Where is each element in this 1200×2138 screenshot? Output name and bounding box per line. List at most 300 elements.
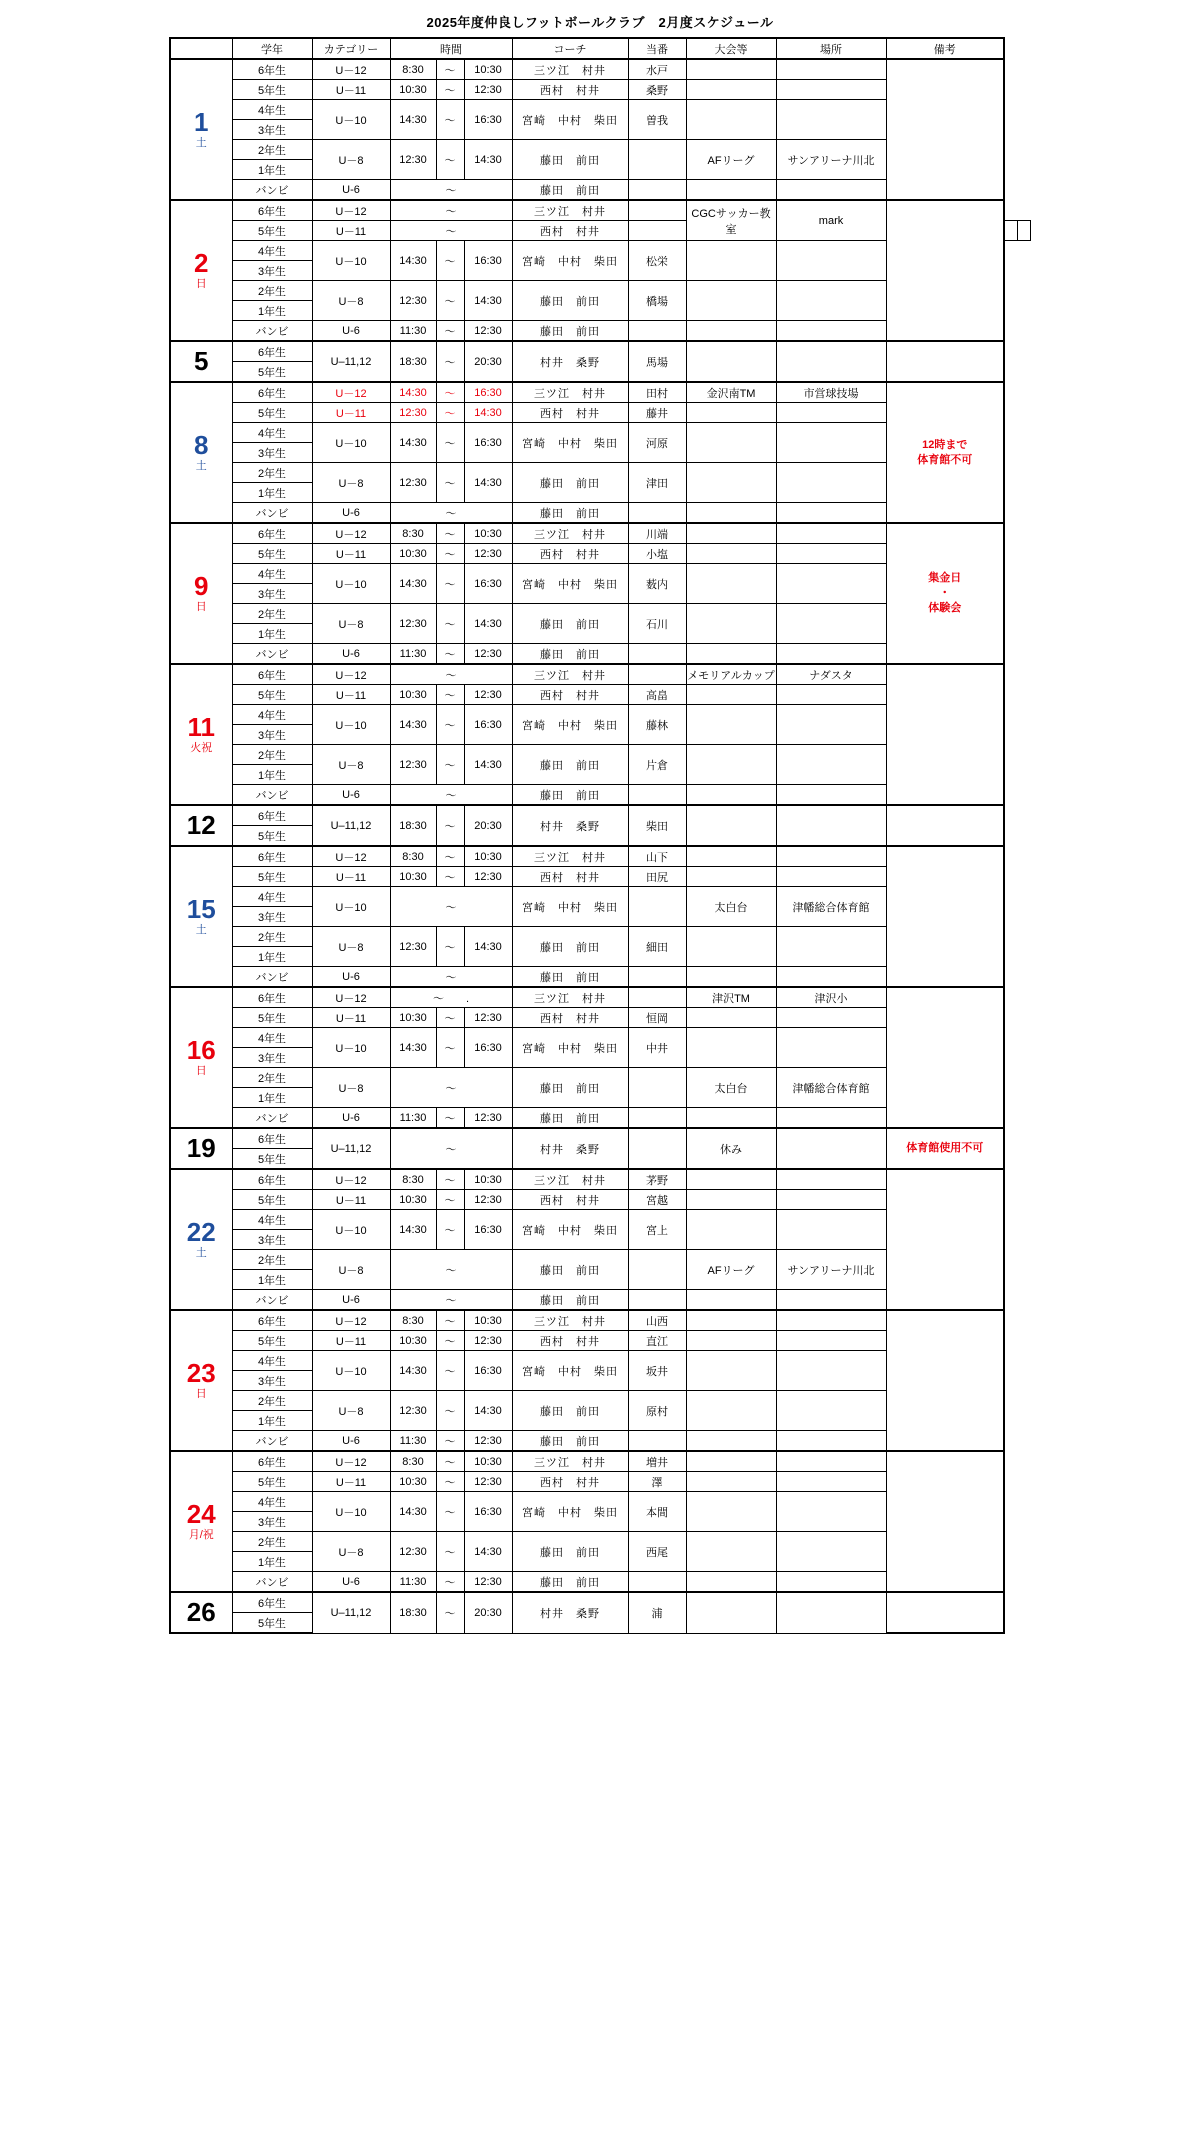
day-of-week: 土	[195, 923, 207, 936]
category-cell: U－12	[312, 846, 390, 867]
coach-cell: 藤田 前田	[512, 967, 628, 988]
time-separator: ～	[436, 423, 464, 463]
place-cell: 津幡総合体育館	[776, 887, 886, 927]
place-cell	[776, 463, 886, 503]
duty-cell	[628, 1250, 686, 1290]
time-start-cell: 14:30	[390, 423, 436, 463]
grade-cell: 3年生	[232, 1048, 312, 1068]
category-cell: U－12	[312, 382, 390, 403]
event-cell	[686, 544, 776, 564]
time-separator: ～	[436, 1351, 464, 1391]
place-cell: 津沢小	[776, 987, 886, 1008]
day-cell	[170, 523, 232, 664]
category-cell: U－11	[312, 867, 390, 887]
table-row	[170, 523, 1031, 544]
grade-cell: 5年生	[232, 1008, 312, 1028]
time-separator: ～	[436, 1169, 464, 1190]
coach-cell: 西村 村井	[512, 80, 628, 100]
event-cell: CGCサッカー教室	[686, 200, 776, 241]
event-cell: 休み	[686, 1128, 776, 1169]
event-cell	[686, 564, 776, 604]
event-cell	[686, 80, 776, 100]
time-separator: ～	[436, 1391, 464, 1431]
time-start-cell: 11:30	[390, 1431, 436, 1452]
time-start-cell: 14:30	[390, 1351, 436, 1391]
grade-cell: 3年生	[232, 1512, 312, 1532]
grade-cell: 6年生	[232, 987, 312, 1008]
place-cell	[776, 867, 886, 887]
table-row	[170, 59, 1031, 80]
coach-cell: 藤田 前田	[512, 180, 628, 201]
duty-cell: 茅野	[628, 1169, 686, 1190]
category-cell: U–11,12	[312, 1592, 390, 1633]
grade-cell: バンビ	[232, 1108, 312, 1129]
grade-cell: 5年生	[232, 362, 312, 383]
coach-cell: 宮崎 中村 柴田	[512, 1028, 628, 1068]
coach-cell: 西村 村井	[512, 544, 628, 564]
category-cell: U－10	[312, 1492, 390, 1532]
grade-cell: 2年生	[232, 604, 312, 624]
time-start-cell: 14:30	[390, 564, 436, 604]
duty-cell: 藤林	[628, 705, 686, 745]
time-separator: ～	[436, 867, 464, 887]
coach-cell: 西村 村井	[512, 221, 628, 241]
event-cell	[686, 180, 776, 201]
time-start-cell: 12:30	[390, 927, 436, 967]
duty-cell	[628, 1068, 686, 1108]
place-cell	[776, 967, 886, 988]
duty-cell	[628, 321, 686, 342]
time-end-cell: 12:30	[464, 644, 512, 665]
coach-cell: 三ツ江 村井	[512, 523, 628, 544]
grade-cell: 6年生	[232, 846, 312, 867]
time-cell: ～	[390, 664, 512, 685]
event-cell	[686, 867, 776, 887]
time-separator: ～	[436, 1008, 464, 1028]
day-number: 1	[194, 107, 209, 138]
grade-cell: バンビ	[232, 180, 312, 201]
duty-cell	[628, 200, 686, 221]
time-end-cell: 12:30	[464, 1108, 512, 1129]
grade-cell: 2年生	[232, 1532, 312, 1552]
grade-cell: 2年生	[232, 1391, 312, 1411]
place-cell	[776, 1492, 886, 1532]
grade-cell: 1年生	[232, 624, 312, 644]
place-cell	[776, 1008, 886, 1028]
time-start-cell: 8:30	[390, 59, 436, 80]
place-cell	[776, 1108, 886, 1129]
day-number: 12	[186, 809, 216, 840]
duty-cell	[628, 1128, 686, 1169]
day-of-week: 日	[195, 1387, 207, 1400]
grade-cell: 5年生	[232, 1190, 312, 1210]
header-duty: 当番	[628, 38, 686, 59]
category-cell: U－11	[312, 221, 390, 241]
event-cell	[686, 1331, 776, 1351]
coach-cell: 藤田 前田	[512, 927, 628, 967]
time-end-cell: 16:30	[464, 564, 512, 604]
coach-cell: 三ツ江 村井	[512, 987, 628, 1008]
place-cell: mark	[776, 200, 886, 241]
coach-cell: 三ツ江 村井	[512, 59, 628, 80]
grade-cell: 5年生	[232, 867, 312, 887]
event-cell	[686, 745, 776, 785]
coach-cell: 藤田 前田	[512, 1250, 628, 1290]
event-cell: AFリーグ	[686, 140, 776, 180]
table-row	[170, 1310, 1031, 1331]
grade-cell: バンビ	[232, 503, 312, 524]
time-separator: ～	[436, 1108, 464, 1129]
time-cell: ～	[390, 967, 512, 988]
duty-cell: 田尻	[628, 867, 686, 887]
place-cell	[776, 544, 886, 564]
time-start-cell: 12:30	[390, 463, 436, 503]
place-cell	[776, 1128, 886, 1169]
time-separator: ～	[436, 1331, 464, 1351]
category-cell: U－12	[312, 200, 390, 221]
time-separator: ～	[436, 685, 464, 705]
time-end-cell: 16:30	[464, 705, 512, 745]
grade-cell: 1年生	[232, 765, 312, 785]
day-of-week: 土	[195, 1246, 207, 1259]
time-end-cell: 16:30	[464, 1210, 512, 1250]
day-cell	[170, 805, 232, 846]
time-start-cell: 12:30	[390, 281, 436, 321]
grade-cell: 1年生	[232, 1088, 312, 1108]
grade-cell: 2年生	[232, 1250, 312, 1270]
category-cell: U－11	[312, 1331, 390, 1351]
coach-cell: 三ツ江 村井	[512, 1169, 628, 1190]
time-end-cell: 10:30	[464, 523, 512, 544]
coach-cell: 西村 村井	[512, 1008, 628, 1028]
place-cell	[776, 80, 886, 100]
coach-cell: 宮崎 中村 柴田	[512, 241, 628, 281]
duty-cell: 浦	[628, 1592, 686, 1633]
duty-cell: 小塩	[628, 544, 686, 564]
category-cell: U－10	[312, 1351, 390, 1391]
coach-cell: 藤田 前田	[512, 1532, 628, 1572]
time-separator: ～	[436, 1431, 464, 1452]
place-cell	[1017, 221, 1030, 241]
place-cell	[776, 1290, 886, 1311]
category-cell: U－12	[312, 1310, 390, 1331]
grade-cell: 5年生	[232, 544, 312, 564]
table-body	[170, 59, 1031, 1633]
time-cell: ～ .	[390, 987, 512, 1008]
category-cell: U－10	[312, 705, 390, 745]
time-separator: ～	[436, 321, 464, 342]
time-end-cell: 10:30	[464, 59, 512, 80]
grade-cell: 3年生	[232, 443, 312, 463]
duty-cell: 西尾	[628, 1532, 686, 1572]
header-time: 時間	[390, 38, 512, 59]
time-start-cell: 10:30	[390, 1331, 436, 1351]
time-end-cell: 20:30	[464, 805, 512, 846]
time-start-cell: 8:30	[390, 1169, 436, 1190]
place-cell	[776, 1310, 886, 1331]
grade-cell: 3年生	[232, 120, 312, 140]
category-cell: U-6	[312, 967, 390, 988]
duty-cell	[628, 887, 686, 927]
coach-cell: 藤田 前田	[512, 1068, 628, 1108]
grade-cell: 1年生	[232, 947, 312, 967]
time-end-cell: 20:30	[464, 341, 512, 382]
coach-cell: 藤田 前田	[512, 785, 628, 806]
grade-cell: 1年生	[232, 483, 312, 503]
time-end-cell: 14:30	[464, 745, 512, 785]
grade-cell: バンビ	[232, 1431, 312, 1452]
coach-cell: 三ツ江 村井	[512, 664, 628, 685]
coach-cell: 西村 村井	[512, 1190, 628, 1210]
note-cell	[886, 987, 1004, 1128]
category-cell: U－10	[312, 1028, 390, 1068]
time-start-cell: 10:30	[390, 1190, 436, 1210]
event-cell	[686, 705, 776, 745]
category-cell: U－8	[312, 140, 390, 180]
time-separator: ～	[436, 281, 464, 321]
place-cell	[776, 1532, 886, 1572]
category-cell: U－8	[312, 927, 390, 967]
grade-cell: 1年生	[232, 301, 312, 321]
grade-cell: 2年生	[232, 745, 312, 765]
time-end-cell: 14:30	[464, 281, 512, 321]
coach-cell: 藤田 前田	[512, 463, 628, 503]
time-start-cell: 11:30	[390, 1572, 436, 1593]
time-cell: ～	[390, 200, 512, 221]
grade-cell: 2年生	[232, 463, 312, 483]
place-cell	[776, 1169, 886, 1190]
duty-cell	[628, 221, 686, 241]
grade-cell: 4年生	[232, 1210, 312, 1230]
place-cell: ナダスタ	[776, 664, 886, 685]
table-row	[170, 664, 1031, 685]
category-cell: U－10	[312, 423, 390, 463]
grade-cell: 3年生	[232, 261, 312, 281]
duty-cell	[628, 180, 686, 201]
day-of-week: 土	[195, 136, 207, 149]
event-cell	[686, 1169, 776, 1190]
time-separator: ～	[436, 341, 464, 382]
table-row	[170, 1592, 1031, 1613]
event-cell	[686, 1190, 776, 1210]
coach-cell: 三ツ江 村井	[512, 1451, 628, 1472]
place-cell	[776, 403, 886, 423]
day-number: 16	[186, 1035, 216, 1066]
grade-cell: 4年生	[232, 1492, 312, 1512]
grade-cell: 2年生	[232, 1068, 312, 1088]
event-cell	[686, 1572, 776, 1593]
category-cell: U－10	[312, 887, 390, 927]
event-cell	[686, 846, 776, 867]
note-cell	[886, 664, 1004, 805]
category-cell: U－11	[312, 80, 390, 100]
place-cell: 市営球技場	[776, 382, 886, 403]
time-start-cell: 12:30	[390, 403, 436, 423]
event-cell	[686, 463, 776, 503]
duty-cell: 細田	[628, 927, 686, 967]
grade-cell: 5年生	[232, 1331, 312, 1351]
duty-cell: 澤	[628, 1472, 686, 1492]
note-cell	[886, 1169, 1004, 1310]
header-place: 場所	[776, 38, 886, 59]
place-cell	[776, 745, 886, 785]
time-start-cell: 10:30	[390, 80, 436, 100]
grade-cell: バンビ	[232, 1572, 312, 1593]
duty-cell: 宮越	[628, 1190, 686, 1210]
header-day	[170, 38, 232, 59]
category-cell: U－10	[312, 1210, 390, 1250]
event-cell: 金沢南TM	[686, 382, 776, 403]
time-start-cell: 14:30	[390, 1210, 436, 1250]
category-cell: U－10	[312, 241, 390, 281]
grade-cell: 4年生	[232, 423, 312, 443]
category-cell: U－8	[312, 1532, 390, 1572]
category-cell: U－11	[312, 1008, 390, 1028]
time-end-cell: 16:30	[464, 382, 512, 403]
day-number: 23	[186, 1358, 216, 1389]
coach-cell: 西村 村井	[512, 867, 628, 887]
time-end-cell: 16:30	[464, 241, 512, 281]
event-cell	[686, 1008, 776, 1028]
time-end-cell: 12:30	[464, 685, 512, 705]
time-separator: ～	[436, 805, 464, 846]
time-end-cell: 14:30	[464, 604, 512, 644]
category-cell: U－8	[312, 1391, 390, 1431]
note-cell	[886, 846, 1004, 987]
duty-cell: 片倉	[628, 745, 686, 785]
duty-cell	[628, 1431, 686, 1452]
time-end-cell: 12:30	[464, 867, 512, 887]
event-cell	[686, 423, 776, 463]
time-separator: ～	[436, 745, 464, 785]
time-end-cell: 12:30	[464, 321, 512, 342]
day-cell	[170, 1128, 232, 1169]
time-separator: ～	[436, 644, 464, 665]
header-event: 大会等	[686, 38, 776, 59]
time-start-cell: 11:30	[390, 644, 436, 665]
time-separator: ～	[436, 241, 464, 281]
event-cell	[686, 1592, 776, 1633]
time-end-cell: 12:30	[464, 1431, 512, 1452]
grade-cell: 6年生	[232, 382, 312, 403]
category-cell: U－10	[312, 564, 390, 604]
table-row	[170, 1128, 1031, 1149]
time-end-cell: 10:30	[464, 1169, 512, 1190]
time-separator: ～	[436, 1210, 464, 1250]
place-cell	[776, 846, 886, 867]
duty-cell: 津田	[628, 463, 686, 503]
duty-cell	[628, 664, 686, 685]
category-cell: U-6	[312, 1108, 390, 1129]
duty-cell: 原村	[628, 1391, 686, 1431]
coach-cell: 藤田 前田	[512, 1431, 628, 1452]
time-separator: ～	[436, 382, 464, 403]
time-separator: ～	[436, 927, 464, 967]
time-start-cell: 18:30	[390, 805, 436, 846]
event-cell	[686, 805, 776, 846]
duty-cell: 高畠	[628, 685, 686, 705]
time-end-cell: 16:30	[464, 1351, 512, 1391]
time-start-cell: 14:30	[390, 382, 436, 403]
grade-cell: 4年生	[232, 887, 312, 907]
duty-cell: 川端	[628, 523, 686, 544]
event-cell	[686, 403, 776, 423]
coach-cell: 宮崎 中村 柴田	[512, 423, 628, 463]
coach-cell: 村井 桑野	[512, 1592, 628, 1633]
time-end-cell: 16:30	[464, 423, 512, 463]
time-cell: ～	[390, 1128, 512, 1169]
coach-cell: 藤田 前田	[512, 321, 628, 342]
grade-cell: 6年生	[232, 664, 312, 685]
duty-cell	[628, 967, 686, 988]
time-end-cell: 10:30	[464, 1310, 512, 1331]
day-cell	[170, 846, 232, 987]
place-cell	[776, 241, 886, 281]
day-cell	[170, 664, 232, 805]
coach-cell: 三ツ江 村井	[512, 846, 628, 867]
category-cell: U－8	[312, 604, 390, 644]
event-cell	[686, 1290, 776, 1311]
duty-cell: 馬場	[628, 341, 686, 382]
time-end-cell: 14:30	[464, 140, 512, 180]
day-number: 5	[194, 345, 209, 376]
place-cell	[776, 1431, 886, 1452]
event-cell	[686, 604, 776, 644]
time-start-cell: 14:30	[390, 100, 436, 140]
grade-cell: 3年生	[232, 1230, 312, 1250]
time-start-cell: 8:30	[390, 1451, 436, 1472]
time-end-cell: 16:30	[464, 100, 512, 140]
duty-cell: 松栄	[628, 241, 686, 281]
duty-cell	[628, 1108, 686, 1129]
place-cell	[776, 685, 886, 705]
place-cell	[776, 523, 886, 544]
time-end-cell: 12:30	[464, 1572, 512, 1593]
time-end-cell: 12:30	[464, 1331, 512, 1351]
coach-cell: 宮崎 中村 柴田	[512, 1210, 628, 1250]
duty-cell	[628, 1572, 686, 1593]
time-separator: ～	[436, 1592, 464, 1633]
duty-cell: 藤井	[628, 403, 686, 423]
grade-cell: 1年生	[232, 1270, 312, 1290]
time-separator: ～	[436, 544, 464, 564]
category-cell: U－11	[312, 1472, 390, 1492]
event-cell: 太白台	[686, 887, 776, 927]
coach-cell: 村井 桑野	[512, 1128, 628, 1169]
duty-cell: 薮内	[628, 564, 686, 604]
event-cell: メモリアルカップ	[686, 664, 776, 685]
place-cell	[776, 1028, 886, 1068]
coach-cell: 宮崎 中村 柴田	[512, 705, 628, 745]
grade-cell: 1年生	[232, 160, 312, 180]
time-cell: ～	[390, 887, 512, 927]
time-separator: ～	[436, 1451, 464, 1472]
table-row	[170, 805, 1031, 826]
coach-cell: 宮崎 中村 柴田	[512, 100, 628, 140]
time-separator: ～	[436, 1492, 464, 1532]
grade-cell: バンビ	[232, 321, 312, 342]
category-cell: U－8	[312, 463, 390, 503]
duty-cell: 桑野	[628, 80, 686, 100]
grade-cell: 5年生	[232, 1149, 312, 1170]
event-cell	[686, 1210, 776, 1250]
coach-cell: 三ツ江 村井	[512, 200, 628, 221]
grade-cell: バンビ	[232, 967, 312, 988]
event-cell	[686, 644, 776, 665]
place-cell	[776, 1190, 886, 1210]
coach-cell: 藤田 前田	[512, 1108, 628, 1129]
event-cell	[686, 1108, 776, 1129]
